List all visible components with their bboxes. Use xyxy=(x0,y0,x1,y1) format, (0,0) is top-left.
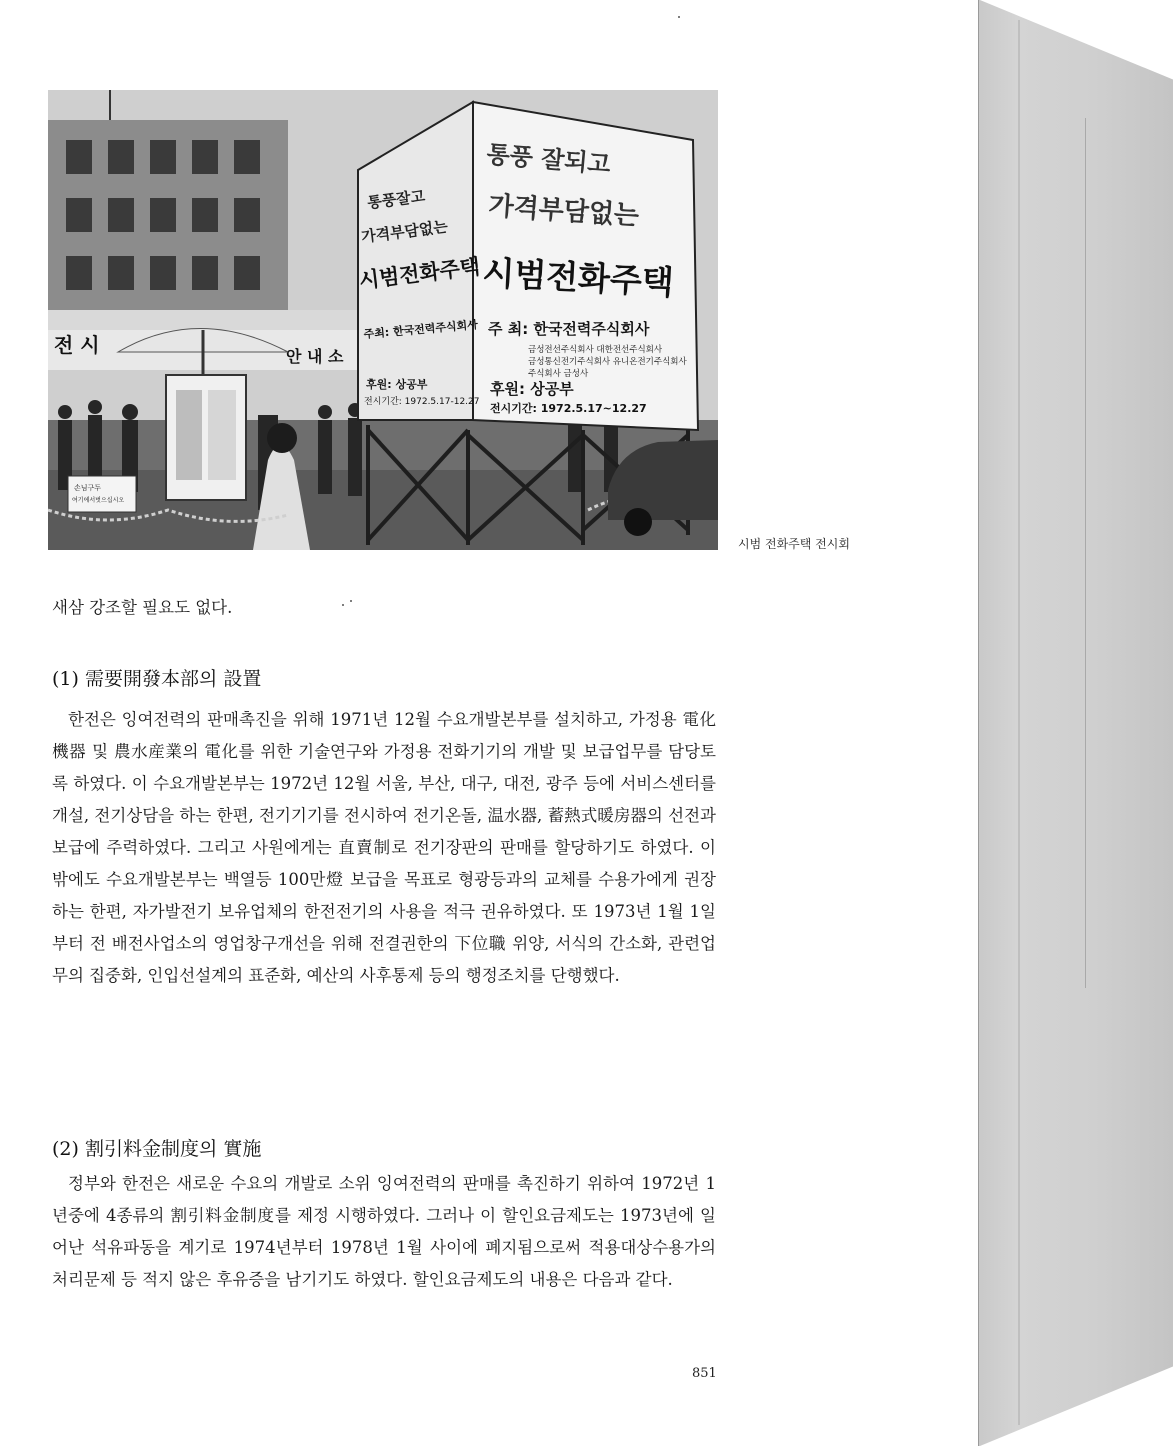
section2-heading: (2) 割引料金制度의 實施 xyxy=(52,1138,262,1160)
right-sign-company1: 금성전선주식회사 대한전선주식회사 xyxy=(528,345,663,355)
left-sign-line1: 통풍잘고 xyxy=(366,187,427,212)
left-sign-line3: 시범전화주택 xyxy=(357,254,482,293)
lead-paragraph: 새삼 강조할 필요도 없다. xyxy=(52,598,233,617)
book-edge xyxy=(978,0,1173,1446)
right-sign-line2: 가격부담없는 xyxy=(487,191,640,232)
right-sign-period: 전시기간: 1972.5.17~12.27 xyxy=(490,402,647,415)
exhibition-photo xyxy=(48,90,718,550)
left-sign-sponsor: 후원: 상공부 xyxy=(366,378,428,391)
scan-speck xyxy=(342,604,344,606)
small-sign-line2: 여기에서벗으십시오 xyxy=(72,497,125,504)
scan-speck xyxy=(678,16,680,18)
right-sign-line3: 시범전화주택 xyxy=(481,253,675,302)
scan-speck xyxy=(350,600,352,602)
left-sign-line2: 가격부담없는 xyxy=(360,217,449,246)
right-sign-company2: 금성통신전기주식회사 유니온전기주식회사 xyxy=(528,357,687,367)
right-sign-line1: 통풍 잘되고 xyxy=(485,140,612,179)
right-sign-host: 주 최: 한국전력주식회사 xyxy=(488,320,650,338)
left-sign-period: 전시기간: 1972.5.17-12.27 xyxy=(364,397,480,407)
building-sign-text-2: 안 내 소 xyxy=(286,347,344,366)
right-sign-company3: 주식회사 금성사 xyxy=(528,369,589,379)
page-number: 851 xyxy=(692,1366,717,1381)
section1-heading: (1) 需要開發本部의 設置 xyxy=(52,668,262,690)
left-sign-host: 주최: 한국전력주식회사 xyxy=(363,318,479,341)
small-sign-line1: 손님구두 xyxy=(74,484,102,492)
section2-body: 정부와 한전은 새로운 수요의 개발로 소위 잉여전력의 판매를 촉진하기 위하여 1972년 1년중에 4종류의 割引料金制度를 제정 시행하였다. 그러나 이 할인요금제도는 1973년에 일어난 석유파동을 계기로 1974년부터 1978년 1월 사이에 폐지됨으로써 적용대상수용가의 처리문제 등 적지 않은 후유증을 남기기도 하였다. 할인요금제도의 내용은 다음과 같다. xyxy=(52,1174,716,1289)
section1-body: 한전은 잉여전력의 판매촉진을 위해 1971년 12월 수요개발본부를 설치하고, 가정용 電化機器 및 農水産業의 電化를 위한 기술연구와 가정용 전화기기의 개발 및 보급업무를 담당토록 하였다. 이 수요개발본부는 1972년 12월 서울, 부산, 대구, 대전, 광주 등에 서비스센터를 개설, 전기상담을 하는 한편, 전기기기를 전시하여 전기온돌, 温水器, 蓄熱式暖房器의 선전과 보급에 주력하였다. 그리고 사원에게는 直賣制로 전기장판의 판매를 할당하기도 하였다. 이 밖에도 수요개발본부는 백열등 100만燈 보급을 목표로 형광등과의 교체를 수용가에게 권장하는 한편, 자가발전기 보유업체의 한전전기의 사용을 적극 권유하였다. 또 1973년 1월 1일부터 전 배전사업소의 영업창구개선을 위해 전결권한의 下位職 위양, 서식의 간소화, 관련업무의 집중화, 인입선설계의 표준화, 예산의 사후통제 등의 행정조치를 단행했다. xyxy=(52,710,716,985)
right-sign-sponsor: 후원: 상공부 xyxy=(490,380,574,398)
photo-caption: 시범 전화주택 전시회 xyxy=(738,537,850,551)
building-sign-text: 전 시 xyxy=(54,333,100,357)
